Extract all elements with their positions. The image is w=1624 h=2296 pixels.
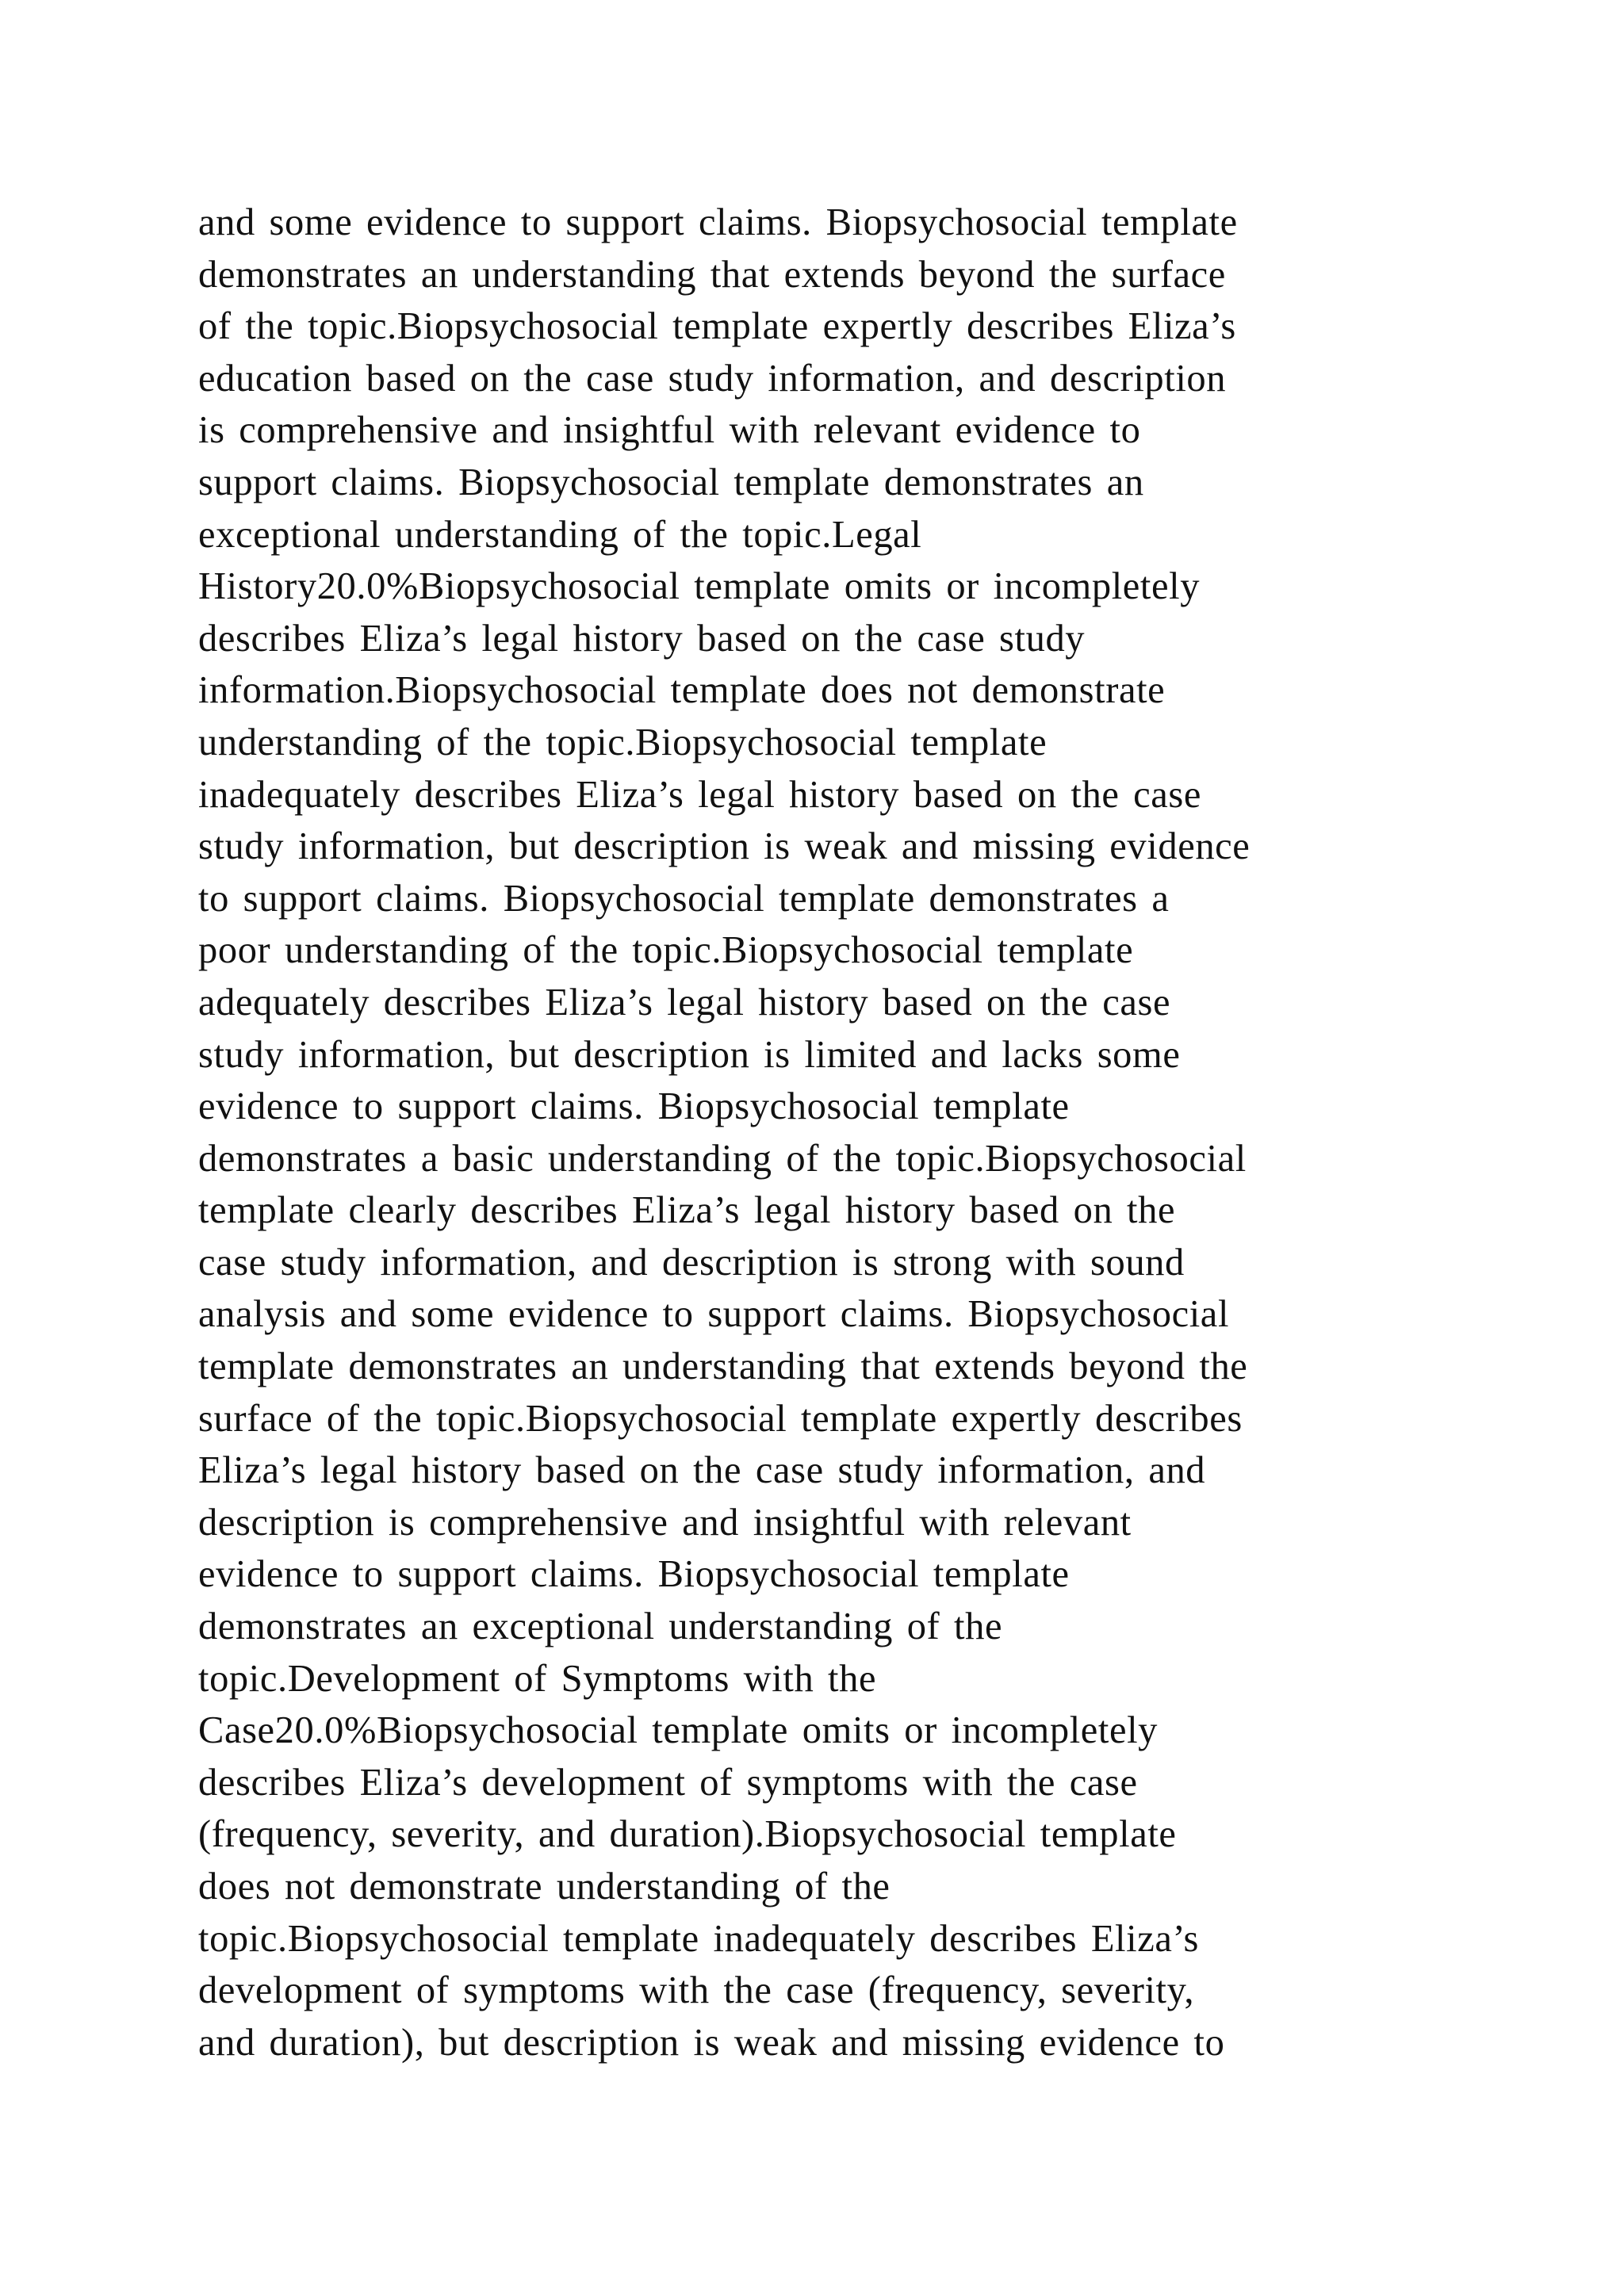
text-line: topic.Development of Symptoms with the [198,1657,877,1700]
text-line: and some evidence to support claims. Biopsychosocial template [198,201,1238,243]
text-line: Eliza’s legal history based on the case study information, and [198,1449,1206,1492]
text-line: education based on the case study information, and description [198,357,1227,400]
text-line: demonstrates an exceptional understanding of the [198,1605,1003,1648]
text-line: demonstrates an understanding that extends beyond the surface [198,253,1226,296]
text-line: demonstrates a basic understanding of the topic.Biopsychosocial [198,1137,1247,1180]
text-line: description is comprehensive and insightful with relevant [198,1501,1132,1544]
text-line: analysis and some evidence to support claims. Biopsychosocial [198,1293,1230,1336]
text-line: understanding of the topic.Biopsychosocial template [198,721,1048,763]
text-line: Case20.0%Biopsychosocial template omits or incompletely [198,1709,1159,1752]
text-line: topic.Biopsychosocial template inadequately describes Eliza’s [198,1917,1199,1960]
text-line: and duration), but description is weak and missing evidence to [198,2021,1225,2064]
text-line: template clearly describes Eliza’s legal history based on the [198,1189,1176,1232]
text-line: case study information, and description is strong with sound [198,1241,1185,1284]
text-line: describes Eliza’s development of symptoms with the case [198,1761,1138,1804]
text-line: poor understanding of the topic.Biopsychosocial template [198,929,1134,972]
body-text [198,197,1530,2068]
text-line: development of symptoms with the case (frequency, severity, [198,1969,1195,2012]
text-line: information.Biopsychosocial template does not demonstrate [198,669,1166,712]
text-line: study information, but description is weak and missing evidence [198,825,1251,868]
text-line: inadequately describes Eliza’s legal history based on the case [198,773,1202,816]
text-line: template demonstrates an understanding that extends beyond the [198,1345,1248,1388]
text-line: does not demonstrate understanding of the [198,1866,891,1908]
text-line: evidence to support claims. Biopsychosocial template [198,1085,1070,1128]
text-line: surface of the topic.Biopsychosocial template expertly describes [198,1397,1243,1440]
text-line: (frequency, severity, and duration).Biopsychosocial template [198,1813,1177,1856]
text-line: adequately describes Eliza’s legal history based on the case [198,981,1171,1024]
text-line: is comprehensive and insightful with relevant evidence to [198,409,1141,452]
text-line: of the topic.Biopsychosocial template expertly describes Eliza’s [198,305,1236,348]
text-line: describes Eliza’s legal history based on the case study [198,617,1086,660]
text-line: support claims. Biopsychosocial template demonstrates an [198,461,1144,503]
text-line: study information, but description is limited and lacks some [198,1033,1181,1076]
text-line: evidence to support claims. Biopsychosocial template [198,1553,1070,1596]
text-line: to support claims. Biopsychosocial template demonstrates a [198,877,1170,920]
text-line: History20.0%Biopsychosocial template omits or incompletely [198,565,1201,608]
text-line: exceptional understanding of the topic.Legal [198,513,922,556]
